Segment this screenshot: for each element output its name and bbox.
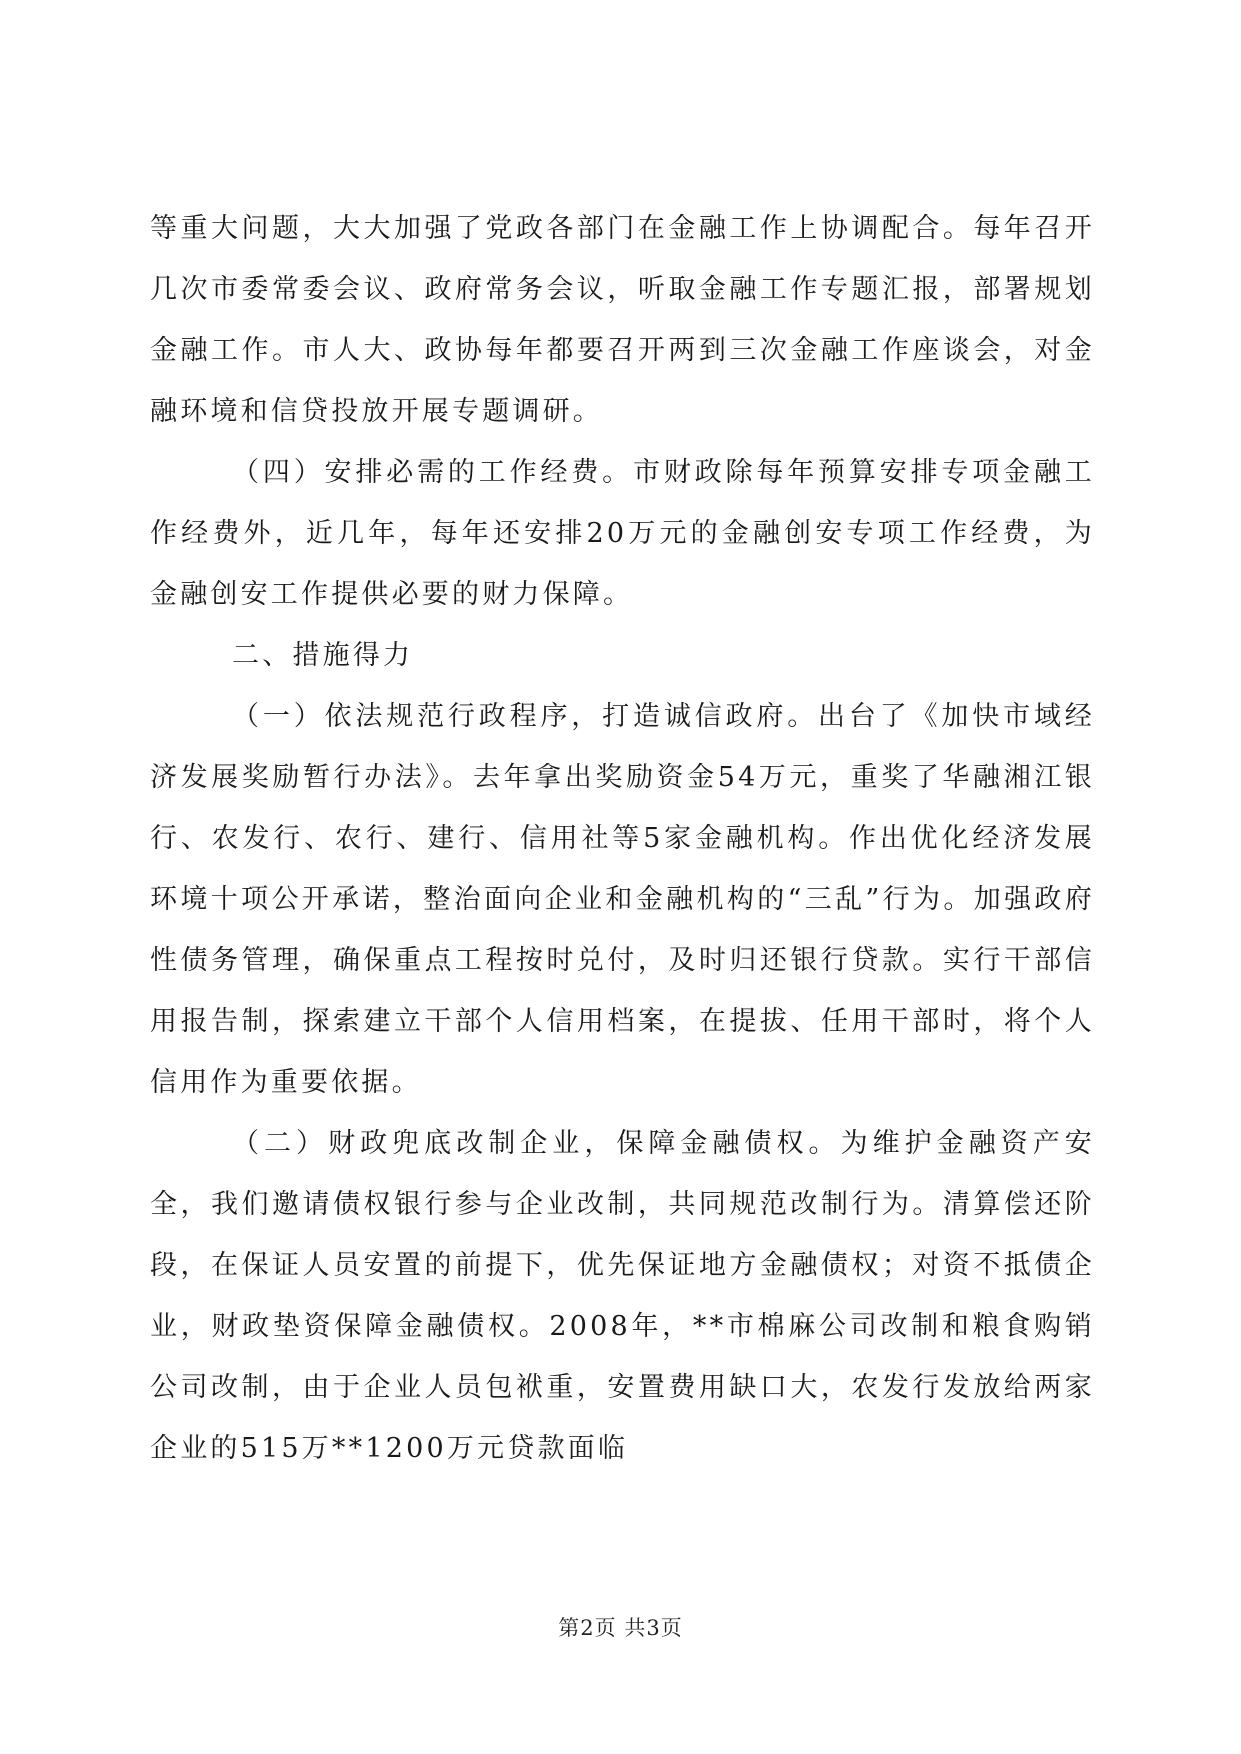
paragraph-4: （二）财政兜底改制企业，保障金融债权。为维护金融资产安全，我们邀请债权银行参与企业改制，共同规范改制行为。清算偿还阶段，在保证人员安置的前提下，优先保证地方金融债权；对资不抵债企业，财政垫资保障金融债权。2008年，**市棉麻公司改制和粮食购销公司改制，由于企业人员包袱重，安置费用缺口大，农发行发放给两家企业的515万**1200万元贷款面临 bbox=[150, 1128, 1095, 1464]
section-heading: 二、措施得力 bbox=[232, 640, 414, 671]
paragraph-1: 等重大问题，大大加强了党政各部门在金融工作上协调配合。每年召开几次市委常委会议、政府常务会议，听取金融工作专题汇报，部署规划金融工作。市人大、政协每年都要召开两到三次金融工作座谈会，对金融环境和信贷投放开展专题调研。 bbox=[150, 213, 1095, 427]
paragraph-3: （一）依法规范行政程序，打造诚信政府。出台了《加快市域经济发展奖励暂行办法》。去年拿出奖励资金54万元，重奖了华融湘江银行、农发行、农行、建行、信用社等5家金融机构。作出优化经济发展环境十项公开承诺，整治面向企业和金融机构的“三乱”行为。加强政府性债务管理，确保重点工程按时兑付，及时归还银行贷款。实行干部信用报告制，探索建立干部个人信用档案，在提拔、任用干部时，将个人信用作为重要依据。 bbox=[150, 701, 1095, 1098]
page-number-footer: 第2页 共3页 bbox=[558, 1616, 683, 1640]
paragraph-2: （四）安排必需的工作经费。市财政除每年预算安排专项金融工作经费外，近几年，每年还安排20万元的金融创安专项工作经费，为金融创安工作提供必要的财力保障。 bbox=[150, 457, 1095, 610]
document-body bbox=[150, 198, 1095, 1479]
